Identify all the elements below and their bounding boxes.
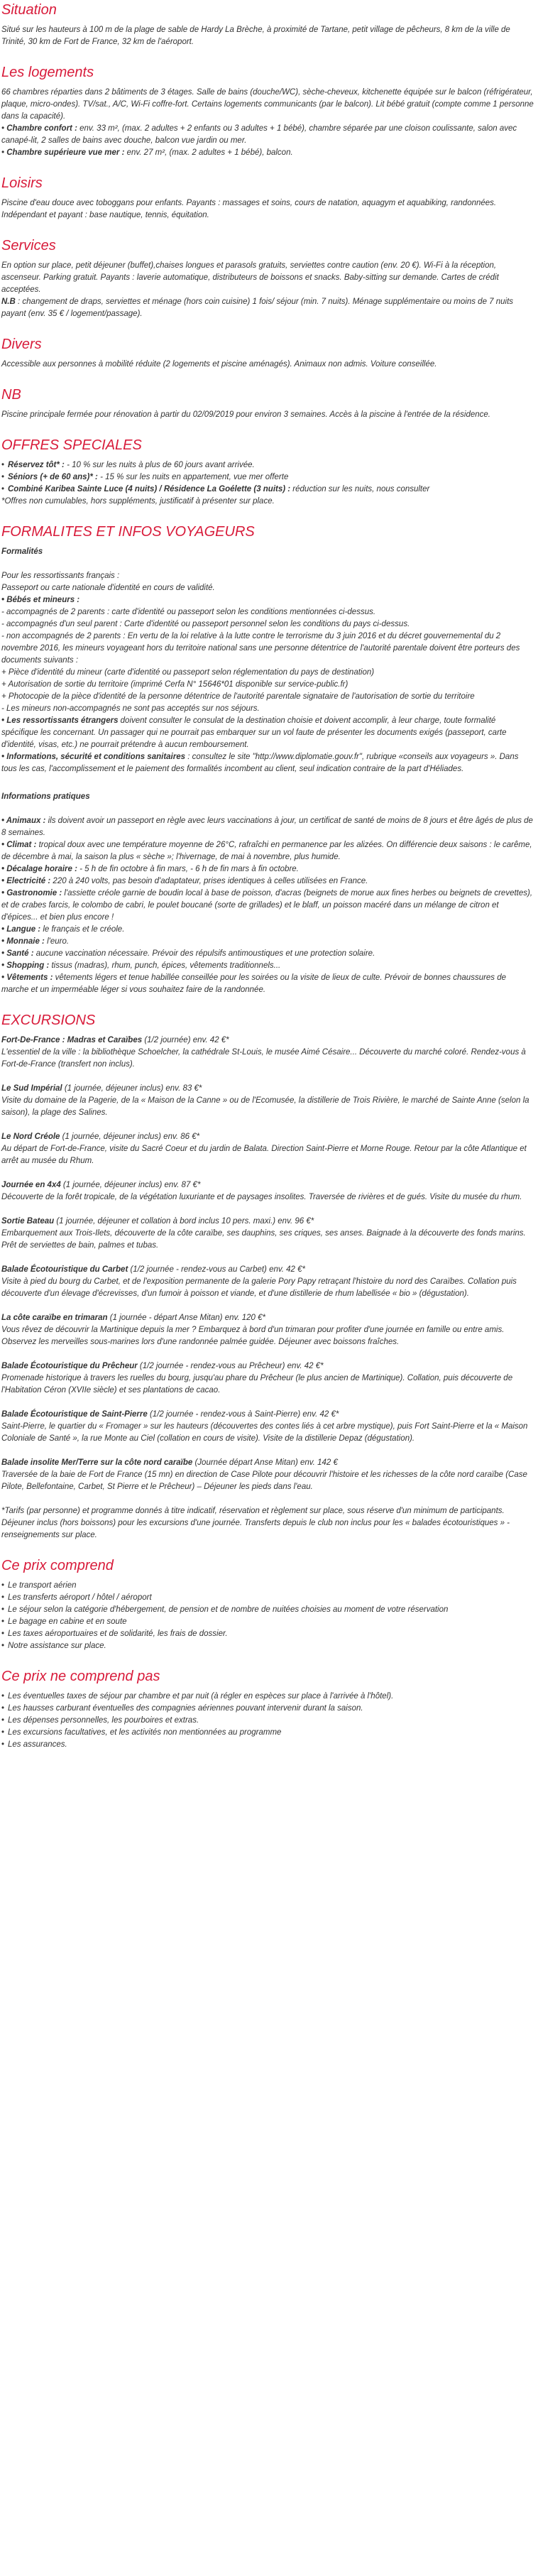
excursion-item <box>1 1264 534 1300</box>
logements-intro: 66 chambres réparties dans 2 bâtiments de 3 étages. Salle de bains (douche/WC), sèche-cheveux, kitchenette équipée sur le balcon (réfrigérateur, plaque, micro-ondes). TV/sat., A/C, Wi-Fi coffre-fort. Certains logements communicants (par le balcon). Lit bébé gratuit (compte comme 1 personne dans la capacité). <box>1 88 534 121</box>
excursion-item <box>1 1409 534 1445</box>
offre-text: - 15 % sur les nuits en appartement, vue mer offerte <box>97 473 289 481</box>
infos-item <box>1 751 534 775</box>
pratique-label: • Monnaie : <box>1 937 45 946</box>
bebes-line: + Pièce d'identité du mineur (carte d'identité ou passeport selon réglementation du pays de destination) <box>1 668 375 677</box>
excursion-text: Découverte de la forêt tropicale, de la végétation luxuriante et de paysages insolites. Traversée de rivières et de gués. Visite du musée du rhum. <box>1 1193 522 1201</box>
excursion-item <box>1 1457 534 1493</box>
pratique-item <box>1 960 534 972</box>
offre-label: Séniors (+ de 60 ans)* : <box>8 473 98 481</box>
comprend-item: • Notre assistance sur place. <box>1 1640 534 1652</box>
infos-label: • Informations, sécurité et conditions sanitaires <box>1 753 186 761</box>
pratique-item <box>1 948 534 960</box>
excursion-text: Vous rêvez de découvrir la Martinique depuis la mer ? Embarquez à bord d'un trimaran pour profiter d'une journée en famille ou entre amis. Observez les merveilles sous-marines lors d'une randonnée palmée guidée. Déjeuner avec boissons fraîches. <box>1 1326 505 1346</box>
excursion-meta: (1 journée, déjeuner et collation à bord inclus 10 pers. maxi.) env. 96 €* <box>54 1217 314 1226</box>
excursion-label: Balade Écotouristique du Prêcheur <box>1 1362 138 1370</box>
loisirs-section <box>1 175 534 222</box>
services-title: Services <box>1 238 56 253</box>
excursion-label: La côte caraïbe en trimaran <box>1 1314 108 1322</box>
pratique-label: • Electricité : <box>1 877 51 885</box>
comprend-list <box>1 1580 534 1652</box>
nb-text: Piscine principale fermée pour rénovation à partir du 02/09/2019 pour environ 3 semaines. Accès à la piscine à l'entrée de la résidence. <box>1 410 490 419</box>
offres-list <box>1 459 534 496</box>
infos-text: : consultez le site "http://www.diplomatie.gouv.fr", rubrique «conseils aux voyageurs ». Dans tous les cas, l'accomplissement et le paiement des formalités incombent au client, seul indication contraire de la part d'Héliades. <box>1 753 519 773</box>
comprend-item: • Le bagage en cabine et en soute <box>1 1616 534 1628</box>
logement-item: • Chambre confort : env. 33 m², (max. 2 adultes + 2 enfants ou 3 adultes + 1 bébé), chambre séparée par une cloison coulissante, salon avec canapé-lit, 2 salles de bains avec douche, balcon vue jardin ou mer. <box>1 124 517 145</box>
offres-section <box>1 437 534 508</box>
excursion-label: Balade Écotouristique du Carbet <box>1 1265 128 1274</box>
bebes-line: + Autorisation de sortie du territoire (imprimé Cerfa N° 15646*01 disponible sur service-public.fr) <box>1 680 348 689</box>
pratiques-subtitle: Informations pratiques <box>1 792 90 801</box>
comprend-item: • Les transferts aéroport / hôtel / aéroport <box>1 1592 534 1604</box>
services-nb <box>1 296 534 320</box>
excursion-meta: (1/2 journée) env. 42 €* <box>142 1036 229 1044</box>
situation-section <box>1 1 534 48</box>
excursion-meta: (Journée départ Anse Mitan) env. 142 € <box>192 1458 338 1467</box>
excursion-item <box>1 1360 534 1397</box>
necomprend-item: • Les excursions facultatives, et les activités non mentionnées au programme <box>1 1727 534 1739</box>
excursion-label: Fort-De-France : Madras et Caraïbes <box>1 1036 143 1044</box>
pratique-text: tissus (madras), rhum, punch, épices, vêtements traditionnels... <box>49 961 281 970</box>
pratiques-section <box>1 791 534 996</box>
pratique-item <box>1 875 534 888</box>
pratique-text: vêtements légers et tenue habillée conseillée pour les soirées ou la visite de lieux de culte. Prévoir de bonnes chaussures de marche et un imperméable léger si vous souhaitez faire de la randonnée. <box>1 973 507 994</box>
excursion-meta: (1 journée, déjeuner inclus) env. 86 €* <box>60 1133 200 1141</box>
formalites-title: FORMALITES ET INFOS VOYAGEURS <box>1 524 255 540</box>
excursion-meta: (1/2 journée - rendez-vous à Saint-Pierre) env. 42 €* <box>147 1410 339 1419</box>
pratique-item <box>1 924 534 936</box>
excursions-footnote: *Tarifs (par personne) et programme donnés à titre indicatif, réservation et règlement sur place, sous réserve d'un minimum de participants. Déjeuner inclus (hors boissons) pour les excursions d'une journée. Transferts depuis le club non inclus pour les « balades écotouristiques » - renseignements sur place. <box>1 1507 510 1539</box>
necomprend-title: Ce prix ne comprend pas <box>1 1669 160 1684</box>
logements-section <box>1 64 534 159</box>
offre-item <box>1 484 534 496</box>
comprend-item: • Les taxes aéroportuaires et de solidarité, les frais de dossier. <box>1 1628 534 1640</box>
excursion-meta: (1 journée, déjeuner inclus) env. 87 €* <box>60 1181 201 1189</box>
excursion-label: Le Sud Impérial <box>1 1084 62 1093</box>
necomprend-item: • Les éventuelles taxes de séjour par chambre et par nuit (à régler en espèces sur place à l'arrivée à l'hôtel). <box>1 1691 534 1703</box>
pratique-text: 220 à 240 volts, pas besoin d'adaptateur, prises identiques à celles utilisées en France. <box>50 877 368 885</box>
comprend-item: • Le séjour selon la catégorie d'hébergement, de pension et de nombre de nuitées choisies au moment de votre réservation <box>1 1604 534 1616</box>
excursion-label: Balade insolite Mer/Terre sur la côte nord caraïbe <box>1 1458 193 1467</box>
excursions-section <box>1 1012 534 1541</box>
pratique-text: ils doivent avoir un passeport en règle avec leurs vaccinations à jour, un certificat de santé de moins de 8 jours et être âgés de plus de 8 semaines. <box>1 817 533 837</box>
situation-title: Situation <box>1 2 57 18</box>
excursion-item <box>1 1083 534 1119</box>
etrangers-item <box>1 715 534 751</box>
necomprend-item: • Les dépenses personnelles, les pourboires et extras. <box>1 1715 534 1727</box>
pratique-text: - 5 h de fin octobre à fin mars, - 6 h de fin mars à fin octobre. <box>77 865 299 873</box>
excursion-meta: (1/2 journée - rendez-vous au Carbet) env. 42 €* <box>128 1265 306 1274</box>
pratique-item <box>1 888 534 924</box>
excursions-title: EXCURSIONS <box>1 1013 96 1028</box>
bebes-line: - non accompagnés de 2 parents : En vertu de la loi relative à la lutte contre le terrorisme du 3 juin 2016 et du décret gouvernemental du 2 novembre 2016, les mineurs voyageant hors du territoire national sans une personne détentrice de l'autorité parentale doivent être porteurs des documents suivants : <box>1 632 520 665</box>
pratique-item <box>1 815 534 839</box>
formalites-line: Passeport ou carte nationale d'identité en cours de validité. <box>1 584 215 592</box>
logement-item: • Chambre supérieure vue mer : env. 27 m², (max. 2 adultes + 1 bébé), balcon. <box>1 148 293 157</box>
pratique-label: • Climat : <box>1 841 37 849</box>
excursion-item <box>1 1179 534 1204</box>
loisirs-title: Loisirs <box>1 175 43 191</box>
pratique-label: • Shopping : <box>1 961 50 970</box>
excursion-meta: (1 journée, déjeuner inclus) env. 83 €* <box>62 1084 202 1093</box>
divers-text: Accessible aux personnes à mobilité réduite (2 logements et piscine aménagés). Animaux non admis. Voiture conseillée. <box>1 360 437 369</box>
offre-label: Combiné Karibea Sainte Luce (4 nuits) / Résidence La Goélette (3 nuits) : <box>8 485 291 493</box>
offre-item <box>1 471 534 484</box>
comprend-item: • Le transport aérien <box>1 1580 534 1592</box>
excursion-meta: (1/2 journée - rendez-vous au Prêcheur) env. 42 €* <box>137 1362 324 1370</box>
excursion-text: L'essentiel de la ville : la bibliothèque Schoelcher, la cathédrale St-Louis, le musée Aimé Césaire... Découverte du marché coloré. Rendez-vous à Fort-de-France (transfert non inclus). <box>1 1048 526 1069</box>
pratique-text: l'assiette créole garnie de boudin local à base de poisson, d'acras (beignets de morue aux fines herbes ou beignets de crevettes), et de crabes farcis, le colombo de cabri, le poulet boucané (sorte de grillades) et le blaff, un poisson macéré dans un mélange de citron et d'épices... et bien plus encore ! <box>1 889 533 922</box>
necomprend-item: • Les assurances. <box>1 1739 534 1751</box>
bebes-line: - Les mineurs non-accompagnés ne sont pas acceptés sur nos séjours. <box>1 704 260 713</box>
necomprend-list <box>1 1691 534 1751</box>
services-nb-label: N.B <box>1 298 16 306</box>
comprend-title: Ce prix comprend <box>1 1558 114 1573</box>
pratique-item <box>1 839 534 863</box>
page <box>0 1 538 1751</box>
comprend-section <box>1 1557 534 1652</box>
pratique-label: • Santé : <box>1 949 34 958</box>
etrangers-text: doivent consulter le consulat de la destination choisie et doivent accomplir, à leur charge, toute formalité spécifique les concernant. Un passager qui ne pourrait pas embarquer sur un vol faute de présenter les documents exigés (passeport, carte d'identité, visas, etc.) ne pourrait prétendre à aucun remboursement. <box>1 716 507 749</box>
excursion-label: Le Nord Créole <box>1 1133 60 1141</box>
logement-text: env. 33 m², (max. 2 adultes + 2 enfants ou 3 adultes + 1 bébé), chambre séparée par une cloison coulissante, salon avec canapé-lit, 2 salles de bains avec douche, balcon vue jardin ou mer. <box>1 124 517 145</box>
loisirs-text: Piscine d'eau douce avec toboggans pour enfants. Payants : massages et soins, cours de natation, aquagym et aquabiking, randonnées. Indépendant et payant : base nautique, tennis, équitation. <box>1 199 497 219</box>
pratique-label: • Langue : <box>1 925 41 934</box>
excursion-label: Journée en 4x4 <box>1 1181 61 1189</box>
necomprend-item: • Les hausses carburant éventuelles des compagnies aériennes pouvant intervenir durant la saison. <box>1 1703 534 1715</box>
excursion-label: Balade Écotouristique de Saint-Pierre <box>1 1410 148 1419</box>
offres-footnote: *Offres non cumulables, hors suppléments, justificatif à présenter sur place. <box>1 497 275 506</box>
logement-text: env. 27 m², (max. 2 adultes + 1 bébé), balcon. <box>124 148 293 157</box>
offre-text: réduction sur les nuits, nous consulter <box>290 485 430 493</box>
excursion-text: Visite du domaine de la Pagerie, de la « Maison de la Canne » ou de l'Ecomusée, la distillerie de Trois Rivière, le marché de Sainte Anne (selon la saison), la plage des Salines. <box>1 1096 529 1117</box>
excursion-item <box>1 1131 534 1167</box>
necomprend-section <box>1 1668 534 1751</box>
excursion-meta: (1 journée - départ Anse Mitan) env. 120 €* <box>107 1314 266 1322</box>
pratique-item <box>1 972 534 996</box>
excursion-text: Saint-Pierre, le quartier du « Fromager » sur les hauteurs (découvertes des contes liés à cet arbre mystique), puis Fort Saint-Pierre et la « Maison Coloniale de Santé », la rue Monte au Ciel (collation en cours de visite). Visite de la distillerie Depaz (dégustation). <box>1 1422 528 1443</box>
excursion-item <box>1 1216 534 1252</box>
bebes-line: - accompagnés d'un seul parent : Carte d'identité ou passeport personnel selon les conditions du pays ci-dessus. <box>1 620 410 628</box>
logements-title: Les logements <box>1 65 94 80</box>
pratique-text: le français et le créole. <box>40 925 125 934</box>
offre-item <box>1 459 534 471</box>
etrangers-label: • Les ressortissants étrangers <box>1 716 119 725</box>
situation-text: Situé sur les hauteurs à 100 m de la plage de sable de Hardy La Brèche, à proximité de Tartane, petit village de pêcheurs, 8 km de la ville de Trinité, 30 km de Fort de France, 32 km de l'aéroport. <box>1 26 510 46</box>
offre-text: - 10 % sur les nuits à plus de 60 jours avant arrivée. <box>64 461 255 469</box>
pratique-label: • Animaux : <box>1 817 46 825</box>
excursion-text: Embarquement aux Trois-Ilets, découverte de la côte caraïbe, ses dauphins, ses criques, ses anses. Baignade à la découverte des fonds marins. Prêt de serviettes de bain, palmes et tubas. <box>1 1229 526 1250</box>
excursion-item <box>1 1312 534 1348</box>
bebes-line: + Photocopie de la pièce d'identité de la personne détentrice de l'autorité parentale signataire de l'autorisation de sortie du territoire <box>1 692 475 701</box>
logement-label: Chambre supérieure vue mer : <box>6 148 125 157</box>
excursion-item <box>1 1035 534 1071</box>
offres-title: OFFRES SPECIALES <box>1 437 142 453</box>
services-nb-text: : changement de draps, serviettes et ménage (hors coin cuisine) 1 fois/ séjour (min. 7 nuits). Ménage supplémentaire ou moins de 7 nuits payant (env. 35 € / logement/passage). <box>1 298 514 318</box>
services-section <box>1 237 534 320</box>
pratique-text: tropical doux avec une température moyenne de 26°C, rafraîchi en permanence par les alizées. On différencie deux saisons : le carême, de décembre à mai, la saison la plus « sèche »; l'hivernage, de mai à novembre, plus humide. <box>1 841 532 861</box>
excursion-text: Traversée de la baie de Fort de France (15 mn) en direction de Case Pilote pour découvrir l'histoire et les richesses de la côte nord caraïbe (Case Pilote, Bellefontaine, Carbet, St Pierre et le Prêcheur) – Déjeuner les pieds dans l'eau. <box>1 1470 527 1491</box>
excursion-text: Au départ de Fort-de-France, visite du Sacré Coeur et du jardin de Balata. Direction Saint-Pierre et Morne Rouge. Retour par la côte Atlantique et arrêt au musée du Rhum. <box>1 1145 527 1165</box>
formalites-section <box>1 523 534 775</box>
pratique-label: • Décalage horaire : <box>1 865 77 873</box>
excursion-text: Visite à pied du bourg du Carbet, et de l'exposition permanente de la galerie Pory Papy retraçant l'histoire du nord des Caraïbes. Collation puis découverte d'un élevage d'écrevisses, d'un fumoir à poisson et viande, et d'une distillerie de rhum labellisée « bio » (dégustation). <box>1 1277 517 1298</box>
nb-title: NB <box>1 387 21 403</box>
pratique-label: • Vêtements : <box>1 973 53 982</box>
excursion-label: Sortie Bateau <box>1 1217 55 1226</box>
pratique-text: l'euro. <box>44 937 70 946</box>
excursion-text: Promenade historique à travers les ruelles du bourg, jusqu'au phare du Prêcheur (le plus ancien de Martinique). Collation, puis découverte de l'Habitation Céron (XVIIe siècle) et ses plantations de cacao. <box>1 1374 513 1395</box>
offre-label: Réservez tôt* : <box>8 461 65 469</box>
logement-label: Chambre confort : <box>6 124 77 133</box>
services-text: En option sur place, petit déjeuner (buffet),chaises longues et parasols gratuits, serviettes contre caution (env. 20 €). Wi-Fi à la réception, ascenseur. Parking gratuit. Payants : laverie automatique, distributeurs de boissons et snacks. Baby-sitting sur demande. Cartes de crédit acceptées. <box>1 261 499 294</box>
bebes-line: - accompagnés de 2 parents : carte d'identité ou passeport selon les conditions mentionnées ci-dessus. <box>1 608 376 616</box>
pratique-label: • Gastronomie : <box>1 889 62 897</box>
nb-section <box>1 386 534 421</box>
formalites-line: Pour les ressortissants français : <box>1 572 120 580</box>
divers-section <box>1 336 534 371</box>
bebes-label: • Bébés et mineurs : <box>1 596 80 604</box>
formalites-subtitle: Formalités <box>1 547 43 556</box>
pratique-item <box>1 863 534 875</box>
pratique-text: aucune vaccination nécessaire. Prévoir des répulsifs antimoustiques et une protection solaire. <box>33 949 375 958</box>
divers-title: Divers <box>1 337 42 352</box>
pratique-item <box>1 936 534 948</box>
